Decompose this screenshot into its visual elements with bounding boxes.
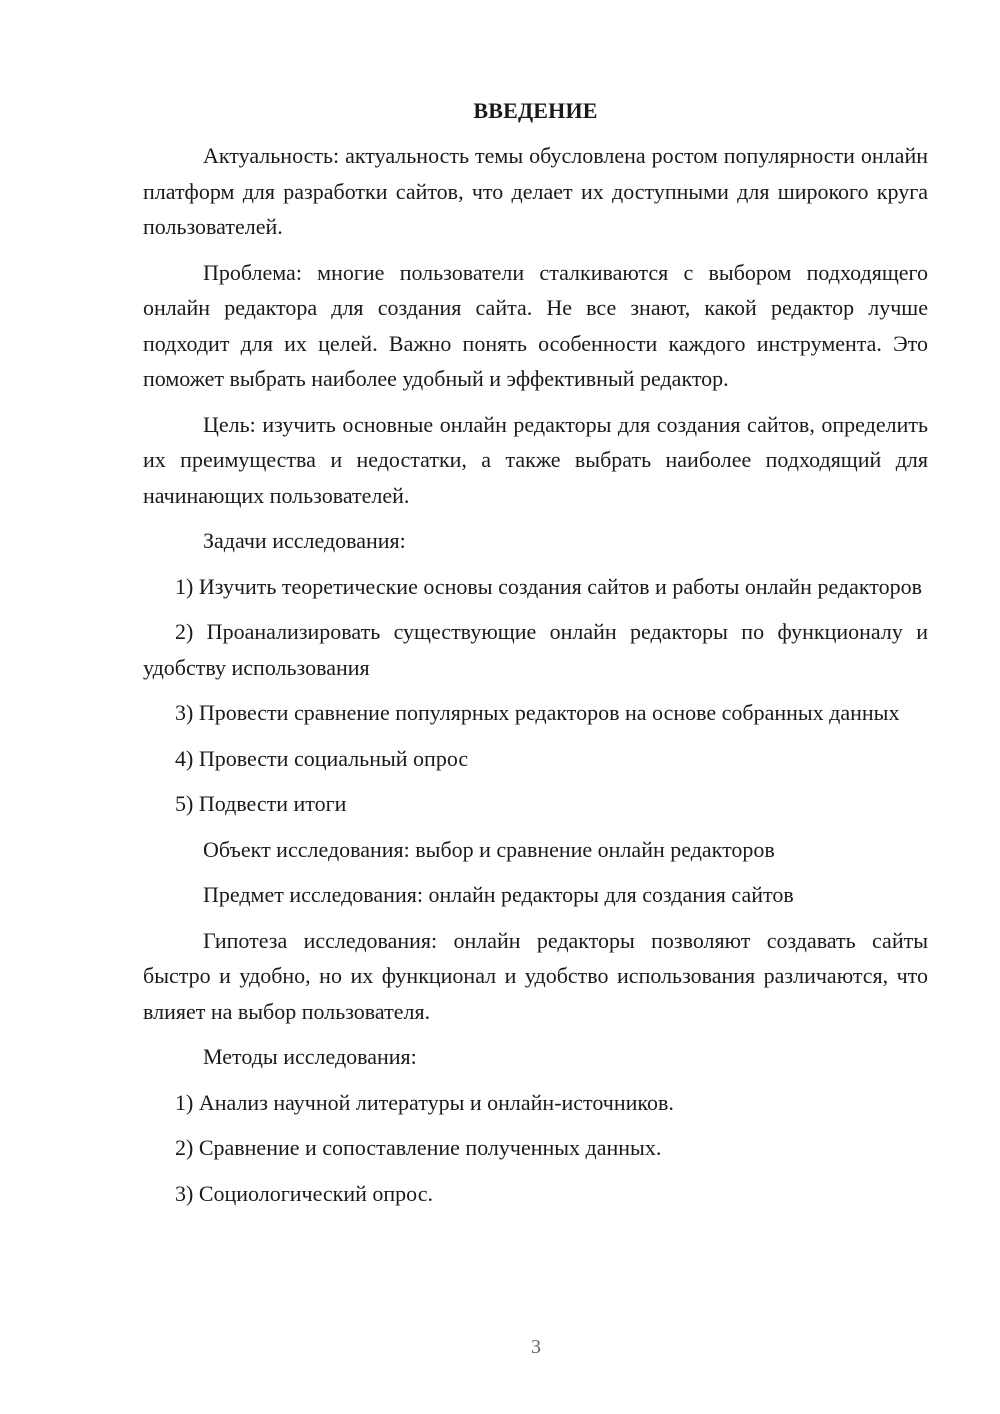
paragraph-relevance: Актуальность: актуальность темы обусловлена ростом популярности онлайн платформ для разработки сайтов, что делает их доступными для широкого круга пользователей. [143, 143, 928, 239]
method-item: 2) Сравнение и сопоставление полученных данных. [175, 1135, 662, 1160]
research-hypothesis: Гипотеза исследования: онлайн редакторы позволяют создавать сайты быстро и удобно, но их функционал и удобство использования различаются, что влияет на выбор пользователя. [143, 927, 928, 1024]
task-item: 1) Изучить теоретические основы создания сайтов и работы онлайн редакторов [175, 573, 922, 599]
method-item: 1) Анализ научной литературы и онлайн-источников. [175, 1089, 674, 1115]
tasks-heading: Задачи исследования: [203, 528, 406, 553]
paragraph-goal: Цель: изучить основные онлайн редакторы для создания сайтов, определить их преимущества и недостатки, а также выбрать наиболее подходящий для начинающих пользователей. [143, 411, 928, 508]
task-item: 5) Подвести итоги [175, 791, 347, 816]
research-subject: Предмет исследования: онлайн редакторы для создания сайтов [203, 882, 794, 907]
methods-heading: Методы исследования: [203, 1044, 417, 1069]
task-item: 3) Провести сравнение популярных редакторов на основе собранных данных [175, 700, 900, 725]
page-content [143, 96, 928, 1221]
task-item: 4) Провести социальный опрос [175, 745, 469, 771]
research-object: Объект исследования: выбор и сравнение онлайн редакторов [203, 836, 775, 862]
section-title: ВВЕДЕНИЕ [473, 98, 598, 123]
page-number: 3 [531, 1336, 541, 1358]
task-item: 2) Проанализировать существующие онлайн редакторы по функционалу и удобству использования [143, 619, 928, 680]
method-item: 3) Социологический опрос. [175, 1180, 433, 1206]
paragraph-problem: Проблема: многие пользователи сталкиваются с выбором подходящего онлайн редактора для создания сайта. Не все знают, какой редактор лучше подходит для их целей. Важно понять особенности каждого инструмента. Это поможет выбрать наиболее удобный и эффективный редактор. [143, 259, 928, 391]
